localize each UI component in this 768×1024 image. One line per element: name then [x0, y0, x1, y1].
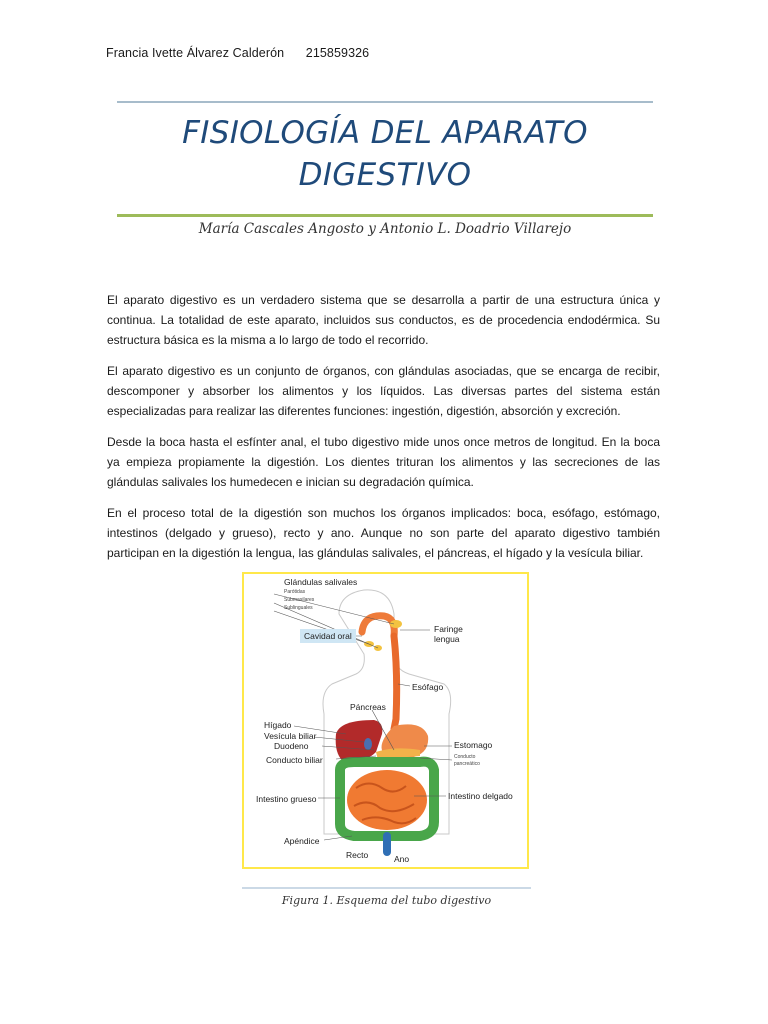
label-glandulas-salivales: Glándulas salivales — [284, 577, 358, 587]
title-line-2: DIGESTIVO — [298, 157, 472, 193]
label-intestino-delgado: Intestino delgado — [448, 791, 513, 801]
article-authors: María Cascales Angosto y Antonio L. Doadrio Villarejo — [198, 221, 572, 237]
title-top-rule — [117, 101, 653, 103]
body-text — [107, 290, 660, 574]
figure-caption-rule — [242, 887, 531, 889]
esophagus-shape — [394, 636, 397, 729]
label-apendice: Apéndice — [284, 836, 320, 846]
label-ano: Ano — [394, 854, 410, 864]
label-recto: Recto — [346, 850, 369, 860]
paragraph-2: El aparato digestivo es un conjunto de órganos, con glándulas asociadas, que se encarga de recibir, descomponer y absorber los alimentos y los líquidos. Las diversas partes del sistema están especializadas para realizar las diferentes funciones: ingestión, digestión, absorción y excreción. — [107, 364, 660, 418]
label-conducto-pancreatico-2: pancreático — [454, 761, 480, 767]
header-author-line — [106, 46, 369, 60]
label-higado: Hígado — [264, 720, 292, 730]
label-duodeno: Duodeno — [274, 741, 309, 751]
title-line-1: FISIOLOGÍA DEL APARATO — [182, 115, 588, 151]
paragraph-4: En el proceso total de la digestión son muchos los órganos implicados: boca, esófago, estómago, intestinos (delgado y grueso), recto y ano. Aunque no son parte del aparato digestivo también participan en la digestión la lengua, las glándulas salivales, el páncreas, el hígado y la vesícula biliar. — [107, 506, 660, 560]
label-estomago: Estomago — [454, 740, 493, 750]
label-intestino-grueso: Intestino grueso — [256, 794, 317, 804]
label-conducto-pancreatico-1: Conducto — [454, 754, 476, 760]
gallbladder-shape — [364, 738, 372, 750]
document-title — [117, 112, 653, 196]
paragraph-3: Desde la boca hasta el esfínter anal, el tubo digestivo mide unos once metros de longitud. En la boca ya empieza propiamente la digestión. Los dientes trituran los alimentos y las secreciones de las glándulas salivales los humedecen e inician su degradación química. — [107, 435, 660, 489]
author-name: Francia Ivette Álvarez Calderón — [106, 46, 285, 60]
paragraph-1: El aparato digestivo es un verdadero sistema que se desarrolla a partir de una estructura única y continua. La totalidad de este aparato, incluidos sus conductos, es de procedencia endodérmica. Su estructura básica es la misma a lo largo de todo el recorrido. — [107, 293, 660, 347]
label-parotidas: Parótidas — [284, 589, 306, 595]
label-cavidad-oral: Cavidad oral — [300, 629, 356, 643]
label-submaxilares: Submaxilares — [284, 597, 315, 603]
label-faringe: Faringe — [434, 624, 463, 634]
title-bottom-rule — [117, 214, 653, 217]
label-esofago: Esófago — [412, 682, 444, 692]
label-vesicula-biliar: Vesícula biliar — [264, 731, 317, 741]
figure-caption: Figura 1. Esquema del tubo digestivo — [281, 894, 492, 907]
label-pancreas: Páncreas — [350, 702, 386, 712]
parotid-gland — [390, 620, 402, 628]
student-id: 215859326 — [305, 46, 370, 60]
pharynx-shape — [362, 616, 394, 636]
digestive-system-figure — [242, 572, 529, 869]
label-conducto-biliar: Conducto biliar — [266, 755, 323, 765]
label-sublinguales: Sublinguales — [284, 605, 313, 611]
label-lengua: lengua — [434, 634, 460, 644]
small-intestine-shape — [347, 770, 427, 830]
